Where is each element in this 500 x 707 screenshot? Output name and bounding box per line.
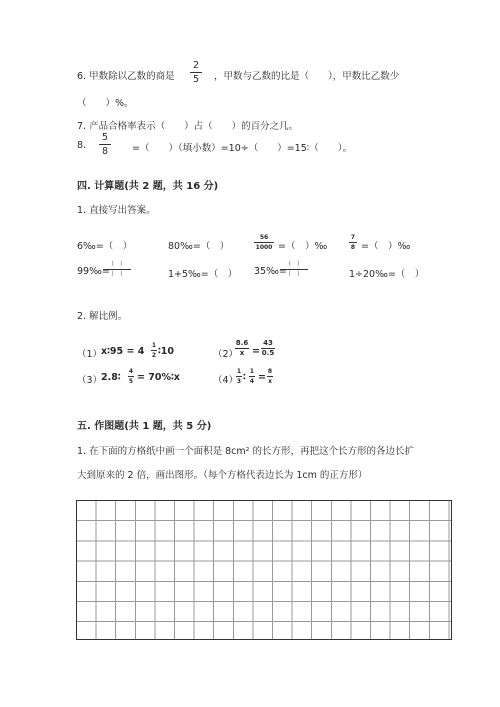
prop4-label: （4）	[213, 375, 239, 386]
calc-35permille: 35‰=	[254, 266, 287, 277]
q8-label: 8.	[77, 140, 87, 151]
calc-6permille: 6‰=（ ）	[77, 241, 133, 252]
calc-1div20permille: 1÷20‰=（ ）	[349, 269, 425, 280]
frac-den: （ ）	[284, 271, 303, 278]
section4-sub1: 1. 直接写出答案。	[77, 205, 156, 216]
prop2-label: （2）	[213, 349, 239, 360]
frac-num: 1	[236, 368, 242, 375]
prop2-fraction-2	[261, 340, 275, 357]
prop4-fraction-3	[267, 368, 273, 385]
frac-num: 8.6	[235, 339, 249, 347]
prop3-expr-a: 2.8∶	[101, 372, 121, 383]
frac-den: x	[268, 378, 272, 385]
q8-frac-num: 5	[101, 132, 109, 143]
frac-den: x	[239, 349, 245, 357]
prop1-label: （1）	[77, 349, 103, 360]
section5-line1: 1. 在下面的方格纸中画一个面积是 8cm² 的长方形，再把这个长方形的各边长扩	[77, 446, 414, 457]
prop3-fraction	[128, 368, 134, 385]
calc-80permille: 80‰=（ ）	[168, 241, 230, 252]
frac-den: （ ）	[107, 271, 126, 278]
calc-99permille-fraction	[103, 261, 131, 278]
q6-frac-num: 2	[192, 60, 200, 71]
q6-text-line2: （ ）%。	[77, 98, 134, 109]
prop4-fraction-2	[249, 368, 255, 385]
q6-fraction	[190, 60, 202, 85]
prop1-expr-a: x∶95 = 4	[101, 346, 145, 357]
frac-num: （ ）	[107, 261, 126, 268]
frac-den: 2	[151, 352, 157, 359]
frac-num: 56	[259, 234, 269, 241]
frac-den: 0.5	[261, 349, 275, 357]
section5-title: 五. 作图题(共 1 题，共 5 分)	[77, 421, 212, 432]
section5-line2: 大到原来的 2 倍，画出图形。（每个方格代表边长为 1cm 的正方形）	[77, 470, 368, 481]
frac-num: 8	[267, 368, 273, 375]
frac-den: 4	[249, 378, 255, 385]
prop4-colon: ∶	[243, 372, 246, 383]
frac-num: 4	[128, 368, 134, 375]
q6-text-a: 6. 甲数除以乙数的商是	[77, 71, 175, 82]
calc-7-8-fraction	[349, 234, 357, 251]
prop1-mixed-fraction	[151, 342, 157, 359]
q8-fraction	[99, 132, 111, 157]
frac-num: 1	[151, 342, 157, 349]
square-grid-paper[interactable]	[76, 500, 452, 640]
frac-den: 1000	[255, 244, 273, 251]
section4-sub2: 2. 解比例。	[77, 311, 128, 322]
prop4-equals: =	[258, 372, 266, 383]
frac-den: 8	[350, 244, 356, 251]
frac-num: 7	[350, 234, 356, 241]
prop3-expr-b: = 70%∶x	[137, 372, 180, 383]
calc-1plus5permille: 1+5‰=（ ）	[168, 269, 238, 280]
calc-56-1000-fraction	[254, 234, 274, 251]
frac-num: （ ）	[284, 261, 303, 268]
frac-num: 1	[249, 368, 255, 375]
q8-frac-den: 8	[101, 146, 109, 157]
q8-text: =（ ）（填小数）=10÷（ ）=15∶（ ）。	[132, 143, 352, 154]
prop2-equals: =	[252, 346, 260, 357]
q6-frac-den: 5	[192, 74, 200, 85]
calc-7-8-tail: =（ ）‰	[361, 241, 411, 252]
q6-text-b: ，甲数与乙数的比是（ ），甲数比乙数少	[214, 71, 400, 82]
calc-99permille: 99‰=	[77, 266, 110, 277]
frac-num: 43	[263, 339, 273, 347]
prop1-expr-b: ∶10	[158, 346, 175, 357]
calc-56-1000-tail: =（ ）‰	[278, 241, 328, 252]
prop2-fraction-1	[235, 340, 249, 357]
frac-den: 3	[236, 378, 242, 385]
section4-title: 四. 计算题(共 2 题，共 16 分)	[77, 181, 219, 192]
calc-35permille-fraction	[280, 261, 308, 278]
q7-text: 7. 产品合格率表示（ ）占（ ）的百分之几。	[77, 121, 299, 132]
prop3-label: （3）	[77, 375, 103, 386]
frac-den: 5	[128, 378, 134, 385]
prop4-fraction-1	[236, 368, 242, 385]
